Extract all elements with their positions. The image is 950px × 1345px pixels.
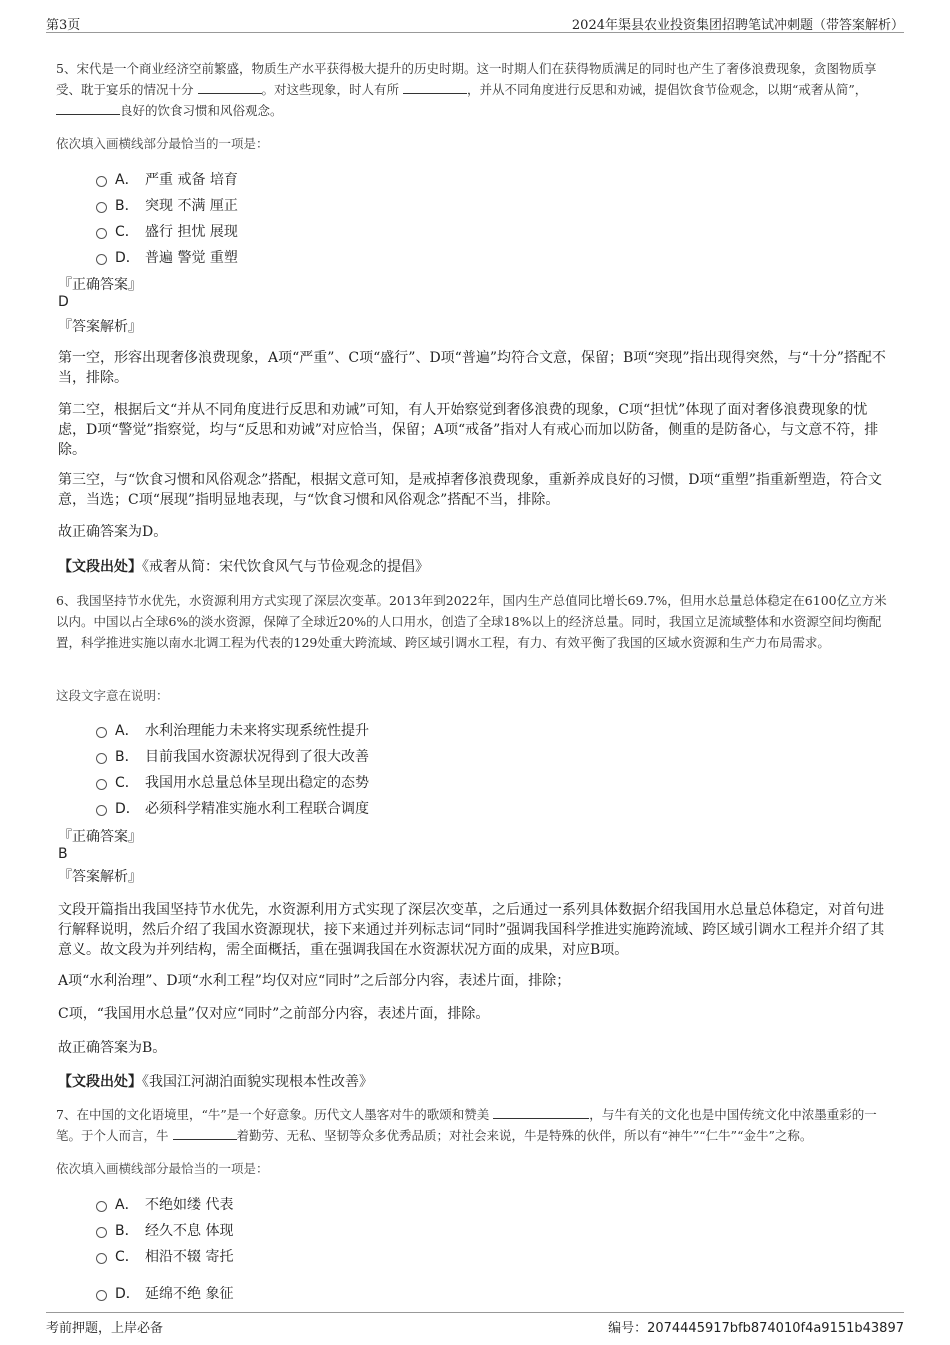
blank-1 [493,1104,589,1119]
q6-option-d[interactable]: D． 必须科学精准实施水利工程联合调度 [96,797,369,819]
question-5-prompt: 依次填入画横线部分最恰当的一项是： [56,136,269,151]
q6-option-a[interactable]: A． 水利治理能力未来将实现系统性提升 [96,719,369,741]
question-7-prompt: 依次填入画横线部分最恰当的一项是： [56,1161,269,1176]
blank-3 [56,100,120,115]
blank-1 [198,79,262,94]
q5-conclusion: 故正确答案为D。 [58,524,168,540]
radio-icon[interactable] [96,753,107,764]
q6-analysis-para-2: A项“水利治理”、D项“水利工程”均仅对应“同时”之后部分内容，表述片面，排除； [58,973,571,989]
radio-icon[interactable] [96,727,107,738]
q6-correct-answer: B [58,846,68,862]
question-6-text: 6、我国坚持节水优先，水资源利用方式实现了深层次变革。2013年到2022年，国内生产总值同比增长69.7%，但用水总量总体稳定在6100亿立方米以内。中国以占全球6%的淡水资源，保障了全球近20%的人口用水，创造了全球18%以上的经济总量。同时，我国立足流域整体和水资源空间均衡配置，科学推进实施以南水北调工程为代表的129处重大跨流域、跨区域引调水工程，有力、有效平衡了我国的区域水资源和生产力布局需求。 [56,593,887,650]
q7-option-b[interactable]: B． 经久不息 体现 [96,1219,233,1241]
q5-correct-answer-label: 『正确答案』 [58,277,142,293]
document-title: 2024年渠县农业投资集团招聘笔试冲刺题（带答案解析） [571,18,904,33]
blank-2 [403,79,467,94]
q5-option-c[interactable]: C． 盛行 担忧 展现 [96,220,238,242]
q5-analysis-para-2: 第二空，根据后文“并从不同角度进行反思和劝诫”可知，有人开始察觉到奢侈浪费的现象，C项“担忧”体现了面对奢侈浪费现象的忧虑，D项“警觉”指察觉，均与“反思和劝诫”对应恰当，保留；A项“戒备”指对人有戒心而加以防备，侧重的是防备心，与文意不符，排除。 [58,402,879,458]
q6-correct-answer-label: 『正确答案』 [58,829,142,845]
q6-conclusion: 故正确答案为B。 [58,1040,167,1056]
radio-icon[interactable] [96,1290,107,1301]
q5-analysis-para-3: 第三空，与“饮食习惯和风俗观念”搭配，根据文意可知，是戒掉奢侈浪费现象，重新养成良好的习惯，D项“重塑”指重新塑造，符合文意，当选；C项“展现”指明显地表现，与“饮食习惯和风俗观念”搭配不当，排除。 [58,472,882,508]
page-number: 第3页 [46,18,81,33]
radio-icon[interactable] [96,228,107,239]
q5-analysis-para-1: 第一空，形容出现奢侈浪费现象，A项“严重”、C项“盛行”、D项“普遍”均符合文意，保留；B项“突现”指出现得突然，与“十分”搭配不当，排除。 [58,350,886,386]
q5-option-d[interactable]: D． 普遍 警觉 重塑 [96,246,238,268]
q6-analysis-para-1: 文段开篇指出我国坚持节水优先，水资源利用方式实现了深层次变革，之后通过一系列具体数据介绍我国用水总量总体稳定，对首句进行解释说明，然后介绍了我国水资源现状，接下来通过并列标志词“同时”强调我国科学推进实施跨流域、跨区域引调水工程并介绍了其意义。故文段为并列结构，需全面概括，重在强调我国在水资源状况方面的成果，对应B项。 [58,902,885,958]
q5-correct-answer: D [58,294,69,310]
page-footer [46,1312,904,1337]
q7-option-d[interactable]: D． 延绵不绝 象征 [96,1282,233,1304]
radio-icon[interactable] [96,202,107,213]
q5-option-b[interactable]: B． 突现 不满 厘正 [96,194,238,216]
q6-option-c[interactable]: C． 我国用水总量总体呈现出稳定的态势 [96,771,369,793]
radio-icon[interactable] [96,805,107,816]
radio-icon[interactable] [96,254,107,265]
blank-2 [173,1125,237,1140]
q5-source: 【文段出处】《戒奢从简：宋代饮食风气与节俭观念的提倡》 [58,559,429,575]
radio-icon[interactable] [96,779,107,790]
question-6-prompt: 这段文字意在说明： [56,688,169,703]
footer-slogan: 考前押题，上岸必备 [46,1321,164,1336]
question-7-text: 7、在中国的文化语境里，“牛”是一个好意象。历代文人墨客对牛的歌颂和赞美 ，与牛有关的文化也是中国传统文化中浓墨重彩的一笔。于个人而言，牛 着勤劳、无私、坚韧等众多优秀品质；对社会来说，牛是特殊的伙伴，所以有“神牛”“仁牛”“金牛”之称。 [56,1104,896,1146]
q6-analysis-para-3: C项，“我国用水总量”仅对应“同时”之前部分内容，表述片面，排除。 [58,1006,490,1022]
radio-icon[interactable] [96,1227,107,1238]
q6-analysis-label: 『答案解析』 [58,869,142,885]
radio-icon[interactable] [96,1201,107,1212]
q7-option-c[interactable]: C． 相沿不辍 寄托 [96,1245,233,1267]
radio-icon[interactable] [96,1253,107,1264]
question-5-text: 5、宋代是一个商业经济空前繁盛，物质生产水平获得极大提升的历史时期。这一时期人们在获得物质满足的同时也产生了奢侈浪费现象，贪图物质享受、耽于宴乐的情况十分 。对这些现象，时人有所 ，并从不同角度进行反思和劝诫，提倡饮食节俭观念，以期“戒奢从简”， 良好的饮食习惯和风俗观念。 [56,61,877,118]
q5-analysis-label: 『答案解析』 [58,319,142,335]
q7-option-a[interactable]: A． 不绝如缕 代表 [96,1193,233,1215]
page-header [46,12,904,33]
document-code: 编号：2074445917bfb874010f4a9151b43897 [608,1321,904,1336]
q5-option-a[interactable]: A． 严重 戒备 培育 [96,168,238,190]
q6-source: 【文段出处】《我国江河湖泊面貌实现根本性改善》 [58,1074,373,1090]
radio-icon[interactable] [96,176,107,187]
q6-option-b[interactable]: B． 目前我国水资源状况得到了很大改善 [96,745,369,767]
